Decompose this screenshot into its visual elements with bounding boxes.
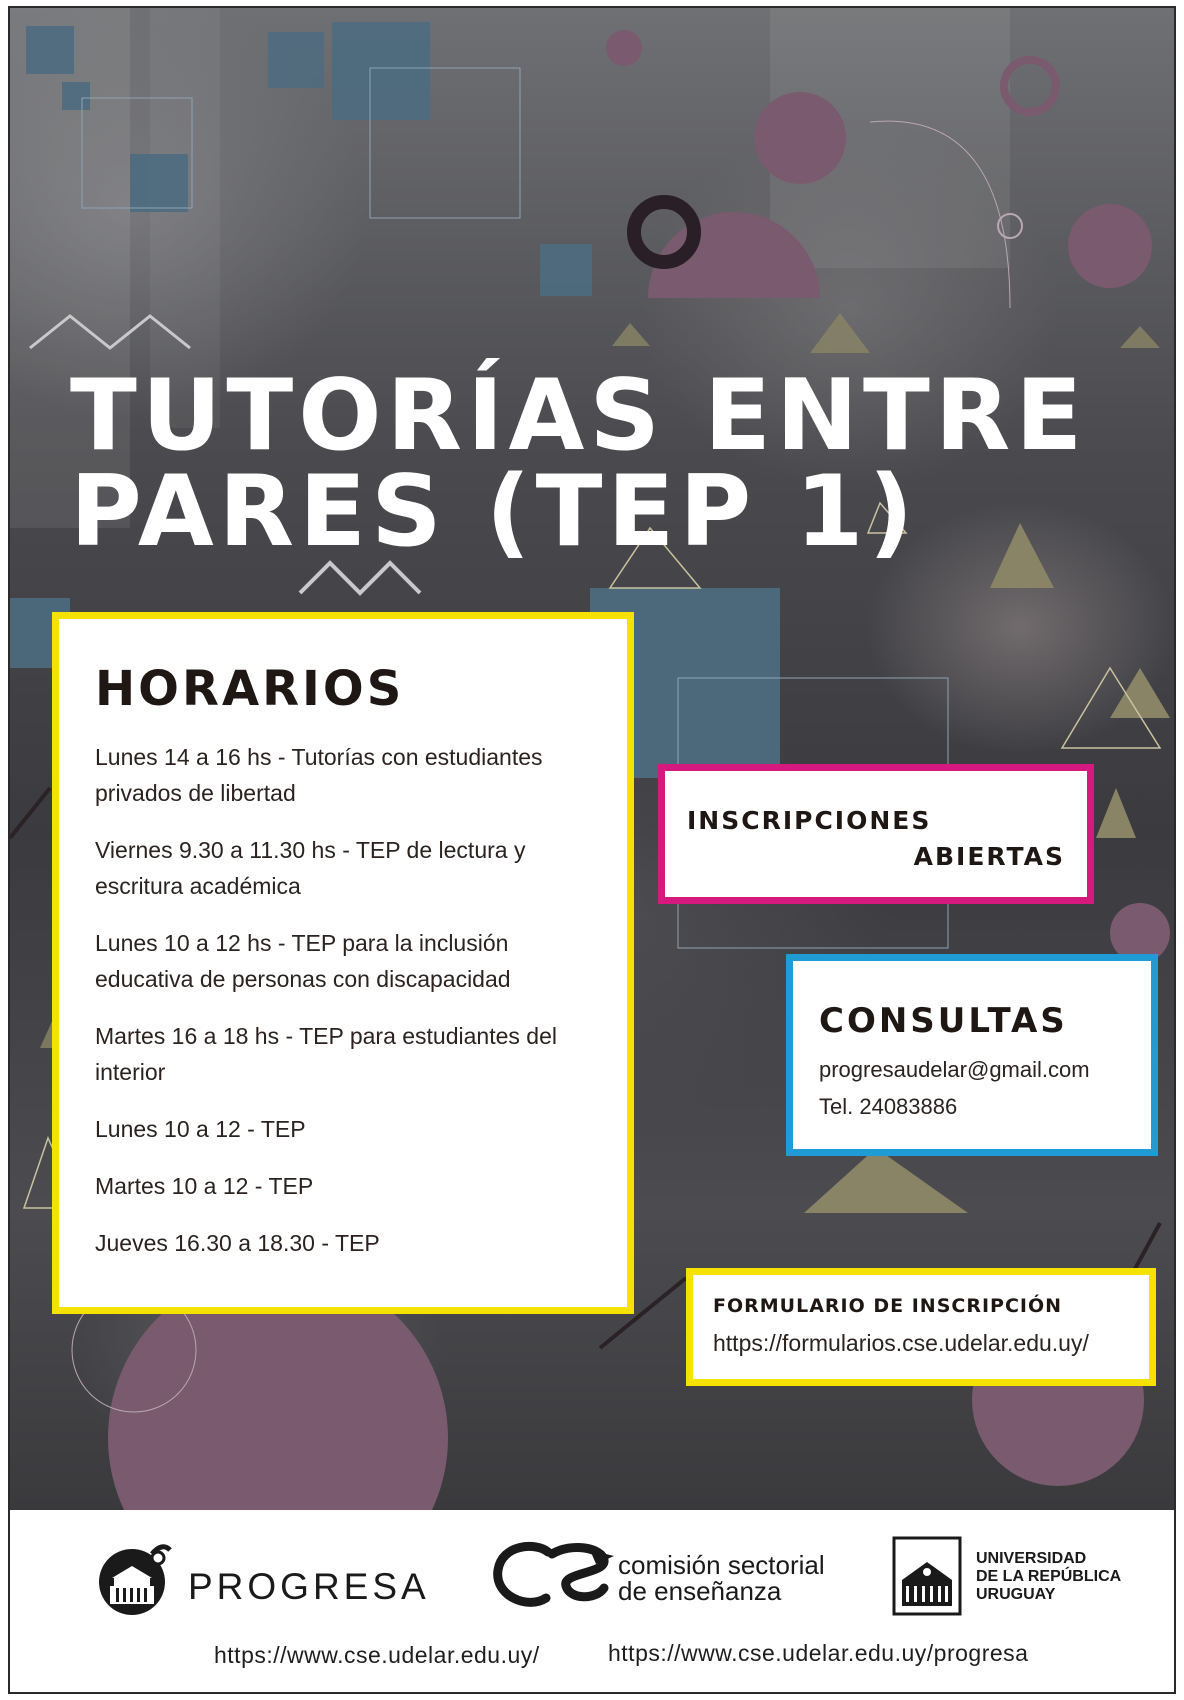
consultas-phone: Tel. 24083886 — [819, 1094, 958, 1119]
horarios-card — [52, 612, 634, 1314]
headline-line1: TUTORÍAS ENTRE — [70, 359, 1088, 473]
horario-item: Lunes 10 a 12 - TEP — [95, 1116, 306, 1142]
udelar-logo — [892, 1536, 1132, 1620]
progresa-logo — [96, 1538, 430, 1618]
consultas-title: CONSULTAS — [819, 1001, 1068, 1041]
consultas-card — [786, 954, 1158, 1156]
horario-item: Lunes 10 a 12 hs - TEP para la inclusión educativa de personas con discapacidad — [95, 930, 511, 992]
cse-line2: de enseñanza — [618, 1576, 782, 1606]
background-photo — [10, 8, 1174, 1510]
inscripciones-line2: ABIERTAS — [913, 842, 1065, 871]
inscripciones-card — [658, 764, 1094, 904]
udelar-line2: DE LA REPÚBLICA — [976, 1568, 1122, 1585]
udelar-emblem-icon — [892, 1536, 962, 1616]
formulario-link[interactable]: https://formularios.cse.udelar.edu.uy/ — [713, 1330, 1089, 1356]
consultas-email[interactable]: progresaudelar@gmail.com — [819, 1057, 1090, 1082]
horario-item: Viernes 9.30 a 11.30 hs - TEP de lectura y escritura académica — [95, 837, 526, 899]
horario-item: Jueves 16.30 a 18.30 - TEP — [95, 1230, 380, 1256]
horario-item: Martes 10 a 12 - TEP — [95, 1173, 314, 1199]
horario-item: Lunes 14 a 16 hs - Tutorías con estudiantes privados de libertad — [95, 744, 543, 806]
horarios-title: HORARIOS — [95, 661, 405, 717]
progresa-emblem-icon — [96, 1538, 176, 1618]
inscripciones-line1: INSCRIPCIONES — [687, 806, 932, 835]
headline-line2: PARES (TEP 1) — [70, 455, 919, 569]
cse-logo — [492, 1540, 832, 1620]
cse-line1: comisión sectorial — [618, 1550, 825, 1580]
footer — [10, 1510, 1174, 1692]
formulario-title: FORMULARIO DE INSCRIPCIÓN — [713, 1295, 1063, 1317]
formulario-card — [686, 1268, 1156, 1386]
cse-emblem-icon — [492, 1540, 620, 1612]
cse-website-link[interactable]: https://www.cse.udelar.edu.uy/ — [214, 1642, 540, 1668]
poster — [8, 6, 1176, 1694]
horario-item: Martes 16 a 18 hs - TEP para estudiantes del interior — [95, 1023, 557, 1085]
udelar-line1: UNIVERSIDAD — [976, 1550, 1087, 1567]
progresa-website-link[interactable]: https://www.cse.udelar.edu.uy/progresa — [608, 1640, 1029, 1666]
progresa-name: PROGRESA — [188, 1566, 430, 1607]
udelar-line3: URUGUAY — [976, 1586, 1056, 1603]
